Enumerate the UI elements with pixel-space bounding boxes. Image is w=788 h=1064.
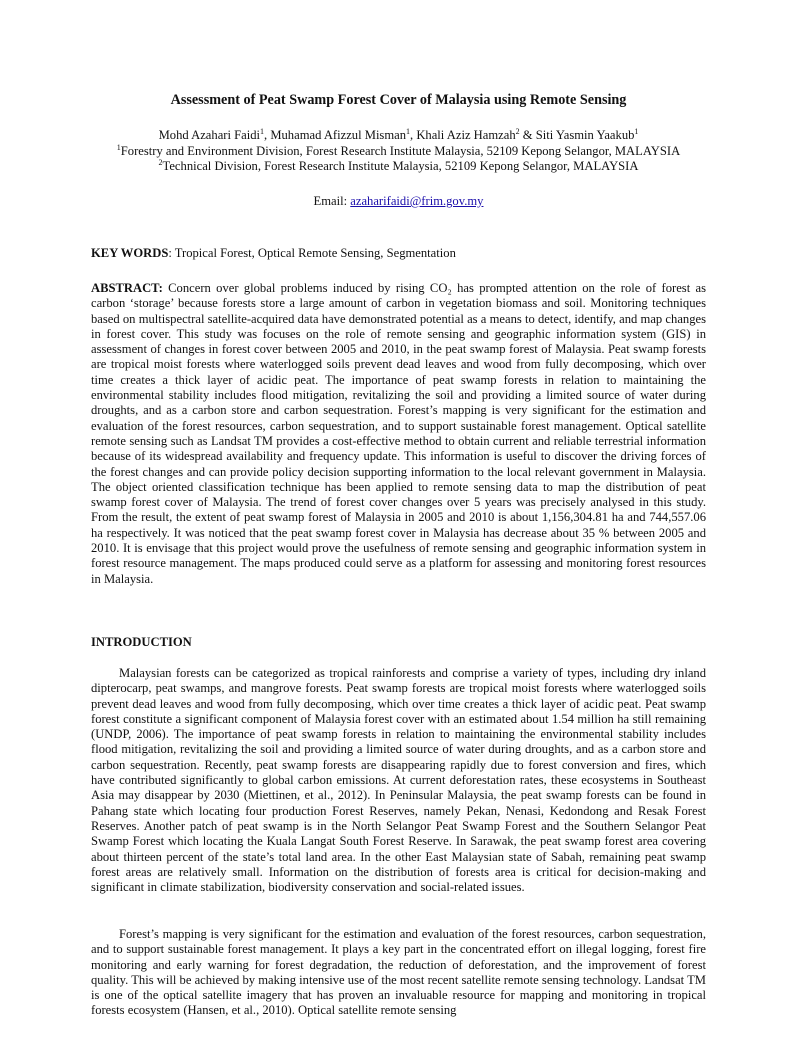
author-affiliation-mark: 1 xyxy=(260,126,265,136)
introduction-paragraph-2: Forest’s mapping is very significant for the estimation and evaluation of the forest resources, carbon sequestration, and to support sustainable forest management. It plays a key part in the concentrated effort on illegal logging, forest fire monitoring and early warning for forest degradation, the reduction of deforestation, and the improvement of forest quality. This will be achieved by making intensive use of the most recent satellite remote sensing technology. Landsat TM is one of the optical satellite imagery that has proven an invaluable resource for mapping and monitoring in tropical forests ecosystem (Hansen, et al., 2010). Optical satellite remote sensing xyxy=(91,927,706,1018)
affiliation-1 xyxy=(91,144,706,159)
affiliation-mark: 2 xyxy=(158,157,163,167)
email-link[interactable]: azaharifaidi@frim.gov.my xyxy=(350,194,484,208)
email-line xyxy=(91,194,706,209)
author-separator: , xyxy=(264,128,271,142)
author-affiliation-mark: 2 xyxy=(515,126,520,136)
affiliation-text: Technical Division, Forest Research Institute Malaysia, 52109 Kepong Selangor, MALAYSIA xyxy=(162,159,639,173)
keywords-line xyxy=(91,246,706,261)
author-name: Muhamad Afizzul Misman xyxy=(270,128,407,142)
author-affiliation-mark: 1 xyxy=(634,126,639,136)
author-affiliation-mark: 1 xyxy=(406,126,411,136)
affiliation-mark: 1 xyxy=(116,142,121,152)
author-separator: , xyxy=(410,128,417,142)
author-list xyxy=(91,128,706,143)
abstract-paragraph xyxy=(91,281,706,587)
author-separator: & xyxy=(519,128,536,142)
introduction-paragraph-1: Malaysian forests can be categorized as tropical rainforests and comprise a variety of types, including dry inland dipterocarp, peat swamps, and mangrove forests. Peat swamp forests are tropical moist forests where waterlogged soils prevent dead leaves and wood from fully decomposing, which over time creates a thick layer of acidic peat. Peat swamp forest constitute a significant component of Malaysia forest cover with an estimated about 1.54 million ha still remaining (UNDP, 2006). The importance of peat swamp forests in relation to maintaining the environmental stability includes flood mitigation, revitalizing the soil and providing a limited source of water during droughts, and as a carbon store and carbon sequestration. Recently, peat swamp forests are disappearing rapidly due to forest conversion and fires, which have contributed significantly to global carbon emissions. At current deforestation rates, these ecosystems in Southeast Asia may disappear by 2030 (Miettinen, et al., 2012). In Peninsular Malaysia, the peat swamp forests can be found in Pahang state which locating four production Forest Reserves, namely Pekan, Nenasi, Kedondong and Resak Forest Reserves. Another patch of peat swamp is in the North Selangor Peat Swamp Forest and the Southern Selangor Peat Swamp Forest which locating the Kuala Langat South Forest Reserve. In Sarawak, the peat swamp forest area covering about thirteen percent of the state’s total land area. In the other East Malaysian state of Sabah, remaining peat swamp forest areas are relatively small. Information on the distribution of forests area is critical for decision-making and significant in climate stabilization, biodiversity conservation and social-related issues. xyxy=(91,666,706,895)
keywords-text: : Tropical Forest, Optical Remote Sensing, Segmentation xyxy=(168,246,456,260)
author-name: Mohd Azahari Faidi xyxy=(158,128,261,142)
paper-title: Assessment of Peat Swamp Forest Cover of Malaysia using Remote Sensing xyxy=(170,92,627,108)
email-label: Email: xyxy=(313,194,351,208)
affiliation-2 xyxy=(91,159,706,174)
affiliation-text: Forestry and Environment Division, Forest Research Institute Malaysia, 52109 Kepong Selangor, MALAYSIA xyxy=(120,144,681,158)
section-heading-introduction: INTRODUCTION xyxy=(91,635,192,649)
abstract-text: Concern over global problems induced by rising CO₂ has prompted attention on the role of forest as carbon ‘storage’ because forests store a large amount of carbon in vegetation biomass and soil. Monitoring techniques based on multispectral satellite-acquired data have demonstrated potential as a means to detect, identify, and map changes in forest cover. This study was focuses on the role of remote sensing and geographic information system (GIS) in assessment of changes in forest cover between 2005 and 2010, in the peat swamp forest of Malaysia. Peat swamp forests are tropical moist forests where waterlogged soils prevent dead leaves and wood from fully decomposing, which over time creates a thick layer of acidic peat. The importance of peat swamp forests in relation to maintaining the environmental stability includes flood mitigation, revitalizing the soil and providing a limited source of water during droughts, and as a carbon store and carbon sequestration. Forest’s mapping is very significant for the estimation and evaluation of the forest resources, carbon sequestration, and to support sustainable forest management. Optical satellite remote sensing such as Landsat TM provides a cost-effective method to obtain current and reliable terrestrial information because of its widespread availability and frequency update. This information is useful to discover the driving forces of the forest changes and can provide policy decision supporting information to the local relevant government in Malaysia. The object oriented classification technique has been applied to remote sensing data to map the distribution of peat swamp forest cover of Malaysia. The trend of forest cover changes over 5 years was precisely analysed in this study. From the result, the extent of peat swamp forest of Malaysia in 2005 and 2010 is about 1,156,304.81 ha and 744,557.06 ha respectively. It was noticed that the peat swamp forest cover in Malaysia has decrease about 35 % between 2005 and 2010. It is envisage that this project would prove the usefulness of remote sensing and geographic information system in forest resource management. The maps produced could serve as a platform for assessing and monitoring forest resources in Malaysia. xyxy=(91,281,706,586)
abstract-label: ABSTRACT: xyxy=(91,281,163,295)
author-name: Khali Aziz Hamzah xyxy=(416,128,516,142)
author-name: Siti Yasmin Yaakub xyxy=(535,128,635,142)
keywords-label: KEY WORDS xyxy=(91,246,169,260)
